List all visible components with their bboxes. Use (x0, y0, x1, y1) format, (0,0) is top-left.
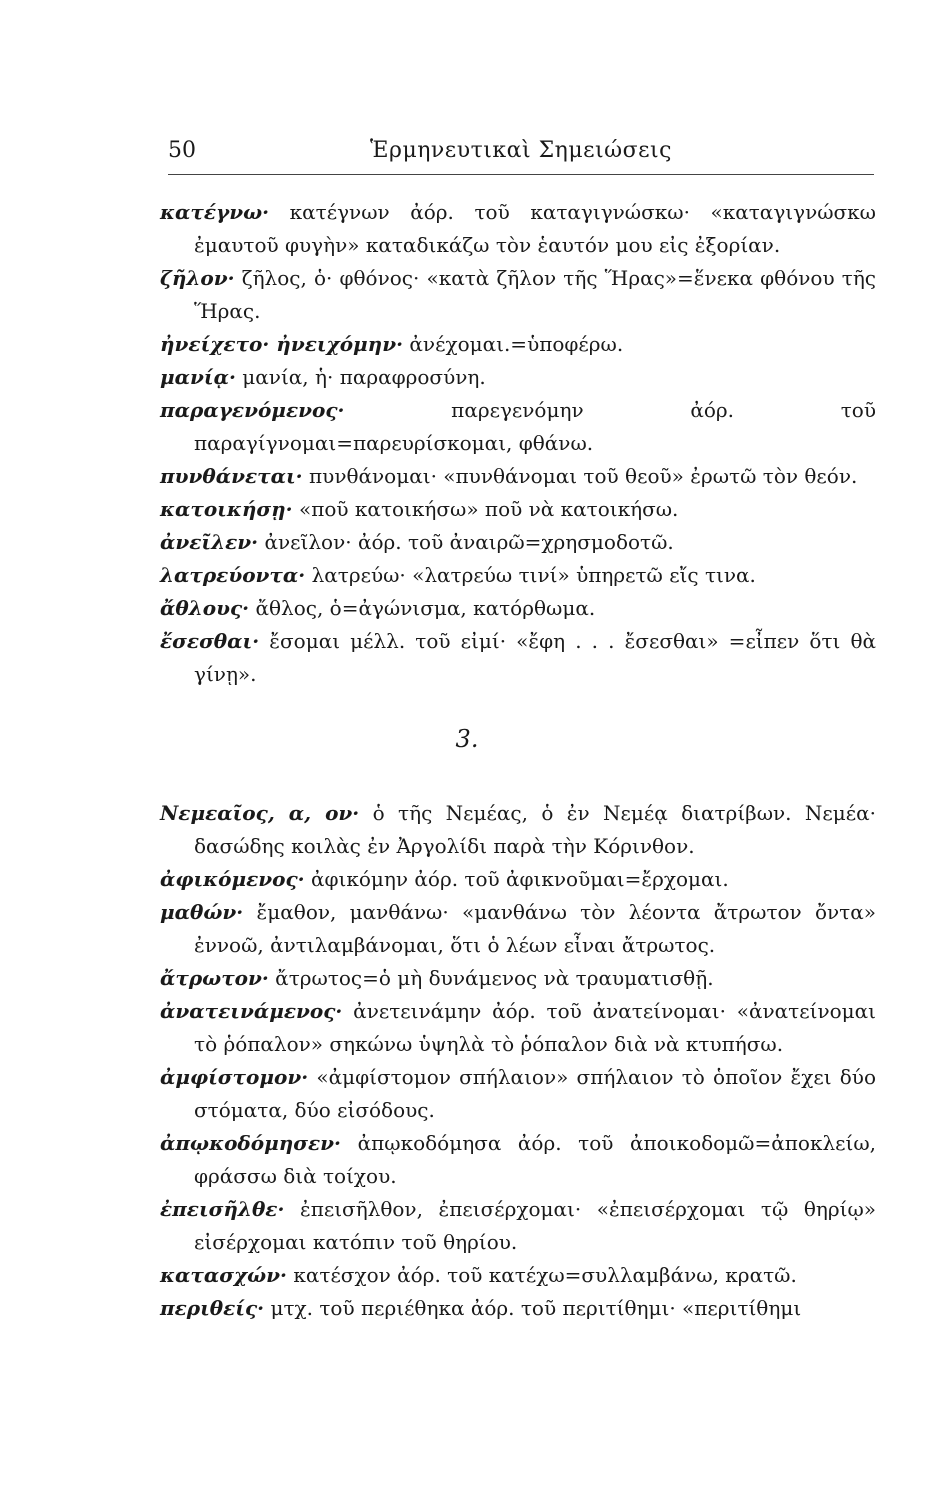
section-number: 3. (455, 725, 479, 753)
running-header (168, 138, 874, 175)
glossary-entry (160, 592, 876, 625)
headword: μαθών· (160, 900, 244, 924)
definition: ἔσομαι μέλλ. τοῦ εἰμί· «ἔφη . . . ἔσεσθαι» =εἶπεν ὅτι θὰ γίνῃ». (194, 629, 876, 686)
definition: παρεγενόμην ἀόρ. τοῦ παραγίγνομαι=παρευρίσκομαι, φθάνω. (194, 398, 876, 455)
headword: πυνθάνεται· (160, 464, 303, 488)
headword: ἀπῳκοδόμησεν· (160, 1131, 342, 1155)
glossary-entry (160, 896, 876, 962)
headword: ἠνείχετο· ἠνειχόμην· (160, 332, 404, 356)
glossary-entry (160, 1061, 876, 1127)
glossary-entry (160, 394, 876, 460)
glossary-entry (160, 1259, 876, 1292)
glossary-entry (160, 995, 876, 1061)
headword: ἀφικόμενος· (160, 867, 305, 891)
glossary-entry (160, 460, 876, 493)
glossary-entry (160, 262, 876, 328)
headword: ἀμφίστομον· (160, 1065, 309, 1089)
headword: ζῆλον· (160, 266, 235, 290)
headword: Νεμεαῖος, α, ον· (160, 801, 360, 825)
headword: ἄθλους· (160, 596, 250, 620)
headword: λατρεύοντα· (160, 563, 306, 587)
definition: ἀνεῖλον· ἀόρ. τοῦ ἀναιρῶ=χρησμοδοτῶ. (258, 530, 674, 554)
headword: ἀνεῖλεν· (160, 530, 259, 554)
definition: ἀνετεινάμην ἀόρ. τοῦ ἀνατείνομαι· «ἀνατείνομαι τὸ ῥόπαλον» σηκώνω ὑψηλὰ τὸ ῥόπαλον διὰ νὰ κτυπήσω. (194, 999, 876, 1056)
definition: κατέσχον ἀόρ. τοῦ κατέχω=συλλαμβάνω, κρατῶ. (287, 1263, 797, 1287)
glossary-entry (160, 328, 876, 361)
definition: κατέγνων ἀόρ. τοῦ καταγιγνώσκω· «καταγιγνώσκω ἐμαυτοῦ φυγὴν» καταδικάζω τὸν ἑαυτόν μου εἰς ἐξορίαν. (194, 200, 876, 257)
glossary-entry (160, 797, 876, 863)
definition: πυνθάνομαι· «πυνθάνομαι τοῦ θεοῦ» ἐρωτῶ τὸν θεόν. (302, 464, 858, 488)
definition: ὁ τῆς Νεμέας, ὁ ἐν Νεμέᾳ διατρίβων. Νεμέα· δασώδης κοιλὰς ἐν Ἀργολίδι παρὰ τὴν Κόρινθον. (194, 801, 876, 858)
glossary-entry (160, 1127, 876, 1193)
headword: ἀνατεινάμενος· (160, 999, 343, 1023)
definition: ἀφικόμην ἀόρ. τοῦ ἀφικνοῦμαι=ἔρχομαι. (304, 867, 729, 891)
glossary-entry (160, 863, 876, 896)
headword: κατοικήσῃ· (160, 497, 293, 521)
glossary-entry (160, 493, 876, 526)
headword: κατέγνω· (160, 200, 270, 224)
definition: ἄτρωτος=ὁ μὴ δυνάμενος νὰ τραυματισθῇ. (268, 966, 714, 990)
headword: ἔσεσθαι· (160, 629, 260, 653)
definition: λατρεύω· «λατρεύω τινί» ὑπηρετῶ εἴς τινα. (305, 563, 756, 587)
glossary-entry (160, 559, 876, 592)
running-title: Ἑρμηνευτικαὶ Σημειώσεις (370, 138, 672, 163)
definition: ζῆλος, ὁ· φθόνος· «κατὰ ζῆλον τῆς Ἥρας»=ἕνεκα φθόνου τῆς Ἥρας. (194, 266, 876, 323)
definition: μανία, ἡ· παραφροσύνη. (235, 365, 486, 389)
glossary-entry (160, 526, 876, 559)
headword: κατασχών· (160, 1263, 288, 1287)
headword: ἐπεισῆλθε· (160, 1197, 285, 1221)
glossary-entry (160, 196, 876, 262)
glossary-entry (160, 1292, 876, 1325)
definition: ἐπεισῆλθον, ἐπεισέρχομαι· «ἐπεισέρχομαι τῷ θηρίῳ» εἰσέρχομαι κατόπιν τοῦ θηρίου. (194, 1197, 876, 1254)
definition: ἀνέχομαι.=ὑποφέρω. (403, 332, 624, 356)
definition: μτχ. τοῦ περιέθηκα ἀόρ. τοῦ περιτίθημι· «περιτίθημι (264, 1296, 802, 1320)
glossary-section-3 (160, 797, 876, 1325)
headword: μανίᾳ· (160, 365, 236, 389)
definition: «ἀμφίστομον σπήλαιον» σπήλαιον τὸ ὁποῖον ἔχει δύο στόματα, δύο εἰσόδους. (194, 1065, 876, 1122)
definition: ἔμαθον, μανθάνω· «μανθάνω τὸν λέοντα ἄτρωτον ὄντα» ἐννοῶ, ἀντιλαμβάνομαι, ὅτι ὁ λέων εἶναι ἄτρωτος. (194, 900, 876, 957)
headword: ἄτρωτον· (160, 966, 269, 990)
glossary-entry (160, 625, 876, 691)
glossary-entry (160, 962, 876, 995)
page-number: 50 (168, 138, 196, 163)
headword: περιθείς· (160, 1296, 265, 1320)
glossary-section-2 (160, 196, 876, 691)
headword: παραγενόμενος· (160, 398, 345, 422)
definition: ἄθλος, ὁ=ἀγώνισμα, κατόρθωμα. (249, 596, 596, 620)
definition: «ποῦ κατοικήσω» ποῦ νὰ κατοικήσω. (292, 497, 679, 521)
definition: ἀπῳκοδόμησα ἀόρ. τοῦ ἀποικοδομῶ=ἀποκλείω, φράσσω διὰ τοίχου. (194, 1131, 876, 1188)
glossary-entry (160, 1193, 876, 1259)
glossary-entry (160, 361, 876, 394)
